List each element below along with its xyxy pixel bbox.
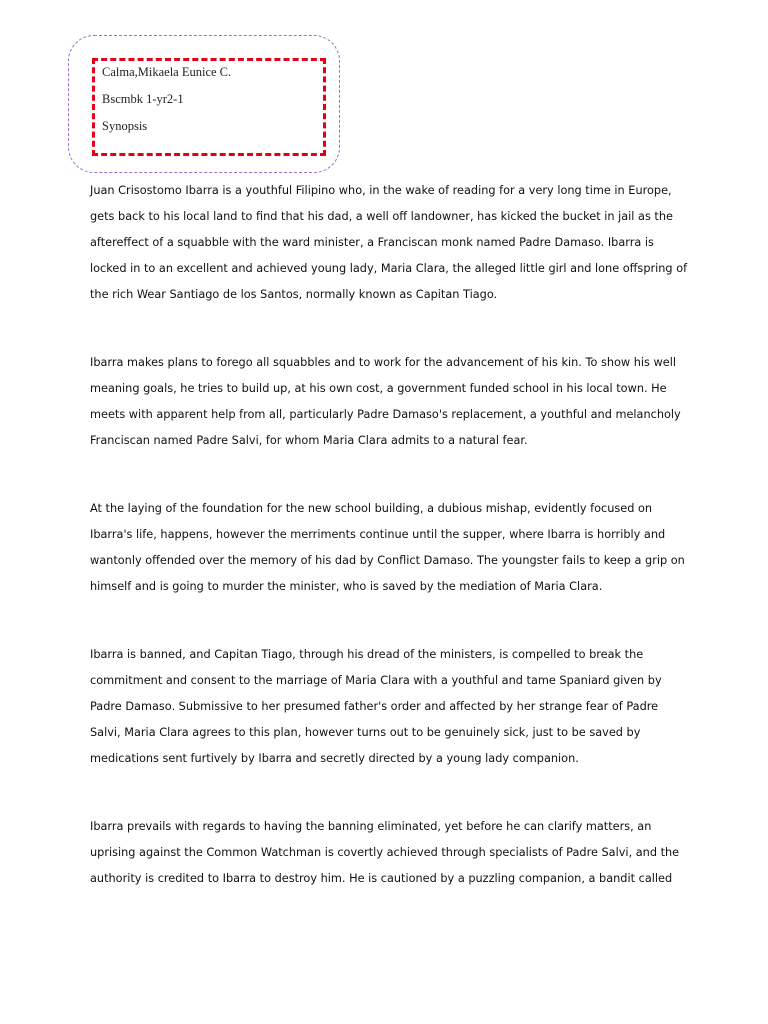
author-name: Calma,Mikaela Eunice C. xyxy=(102,65,232,79)
paragraph-3: At the laying of the foundation for the new school building, a dubious mishap, evidently focused on Ibarra's life, happens, however the merriments continue until the supper, where Ibarra is horribly and wantonly offended over the memory of his dad by Conflict Damaso. The youngster fails to keep a grip on himself and is going to murder the minister, who is saved by the mediation of Maria Clara. xyxy=(90,502,685,593)
paragraph-4: Ibarra is banned, and Capitan Tiago, through his dread of the ministers, is compelled to break the commitment and consent to the marriage of Maria Clara with a youthful and tame Spaniard given by Padre Damaso. Submissive to her presumed father's order and affected by her strange fear of Padre Salvi, Maria Clara agrees to this plan, however turns out to be genuinely sick, just to be saved by medications sent furtively by Ibarra and secretly directed by a young lady companion. xyxy=(90,648,662,765)
document-type-label: Synopsis xyxy=(102,119,148,133)
paragraph-1: Juan Crisostomo Ibarra is a youthful Filipino who, in the wake of reading for a very long time in Europe, gets back to his local land to find that his dad, a well off landowner, has kicked the bucket in jail as the aftereffect of a squabble with the ward minister, a Franciscan monk named Padre Damaso. Ibarra is locked in to an excellent and achieved young lady, Maria Clara, the alleged little girl and lone offspring of the rich Wear Santiago de los Santos, normally known as Capitan Tiago. xyxy=(90,184,688,301)
paragraph-2: Ibarra makes plans to forego all squabbles and to work for the advancement of his kin. To show his well meaning goals, he tries to build up, at his own cost, a government funded school in his local town. He meets with apparent help from all, particularly Padre Damaso's replacement, a youthful and melancholy Franciscan named Padre Salvi, for whom Maria Clara admits to a natural fear. xyxy=(90,356,681,447)
paragraph-5: Ibarra prevails with regards to having the banning eliminated, yet before he can clarify matters, an uprising against the Common Watchman is covertly achieved through specialists of Padre Salvi, and the authority is credited to Ibarra to destroy him. He is cautioned by a puzzling companion, a bandit called xyxy=(90,820,680,885)
synopsis-body xyxy=(90,178,690,892)
class-section: Bscmbk 1-yr2-1 xyxy=(102,92,184,106)
